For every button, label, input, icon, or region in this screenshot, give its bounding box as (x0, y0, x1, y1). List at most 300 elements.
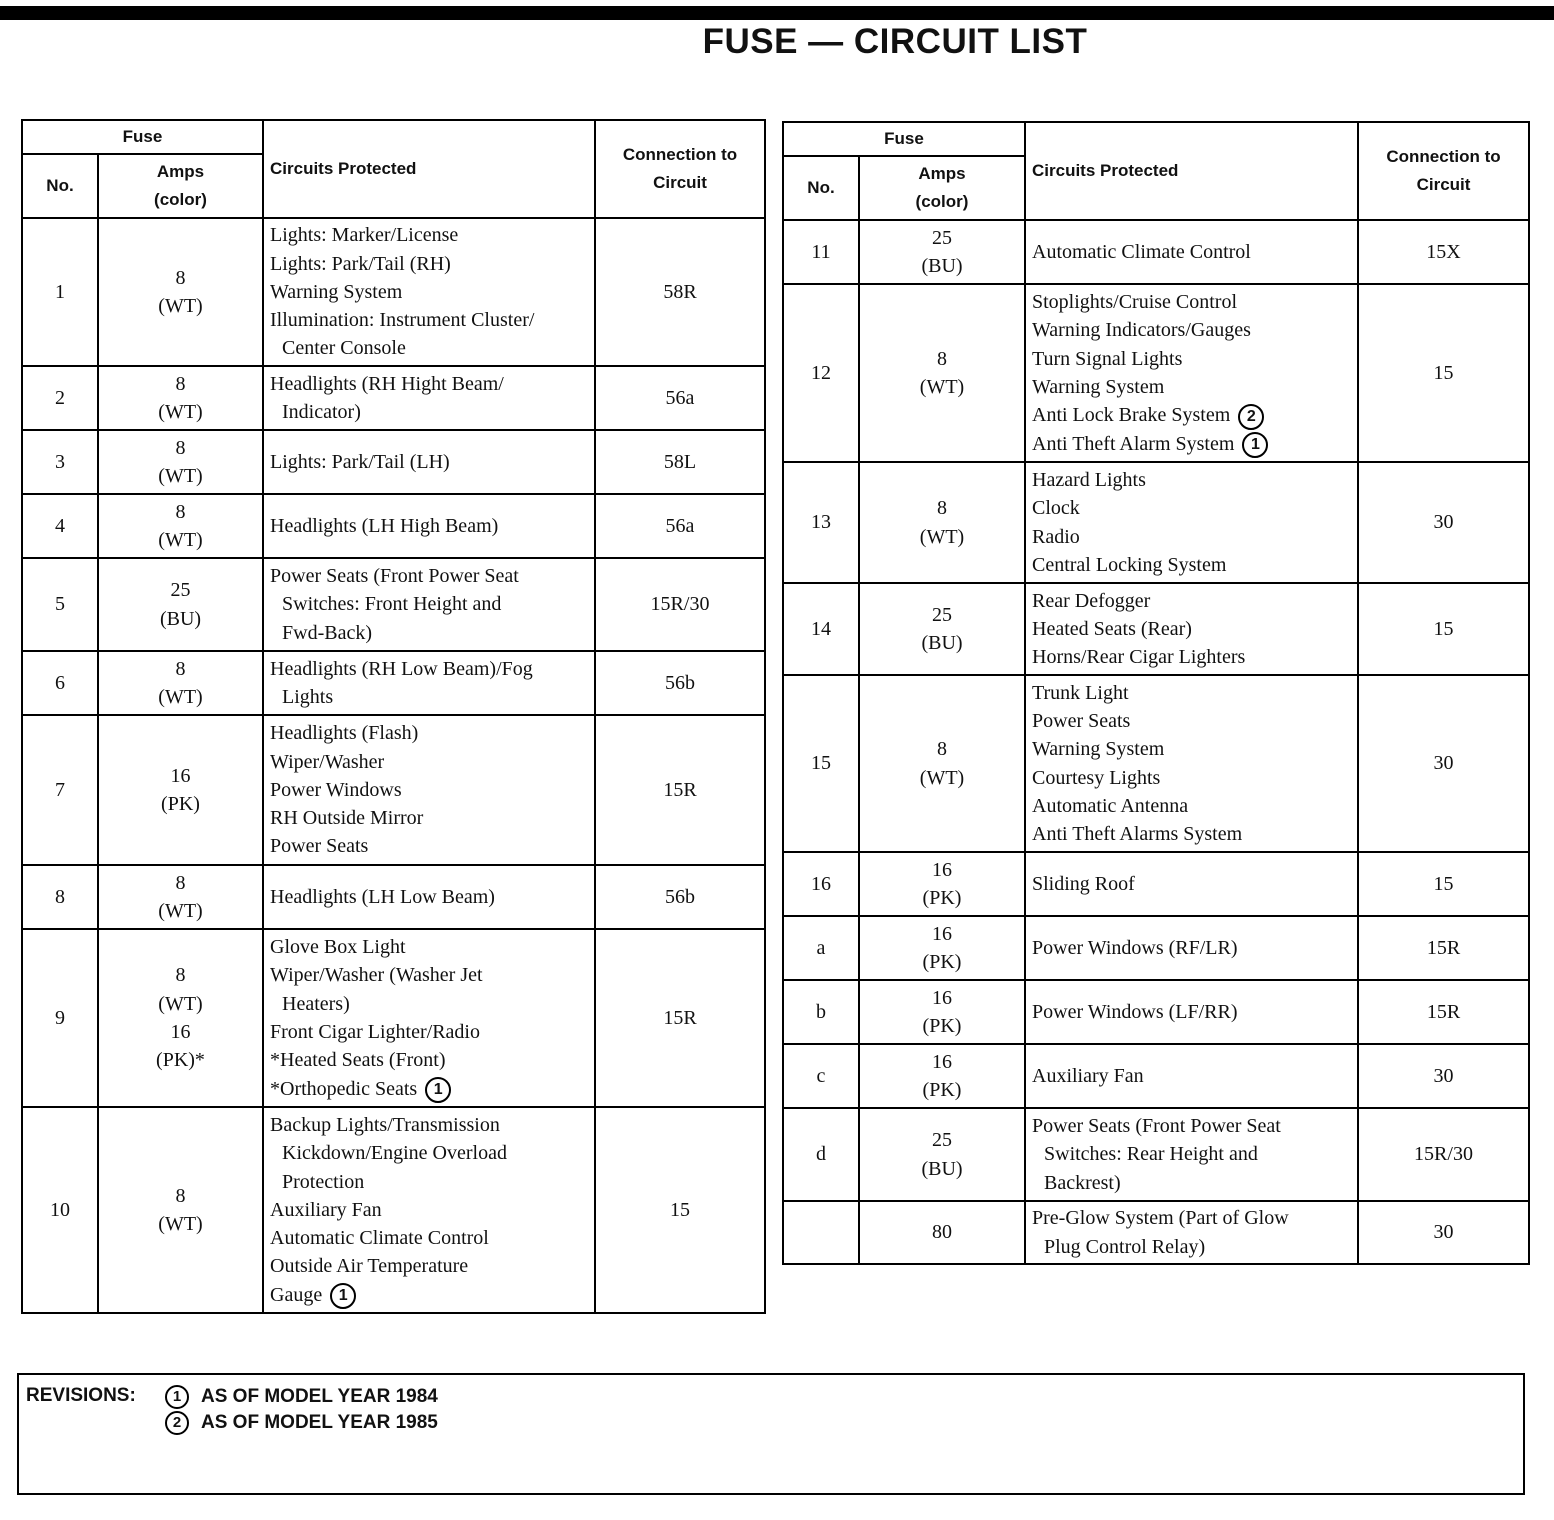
connection-to-circuit: 15 (1358, 852, 1529, 916)
circuits-protected (1025, 916, 1358, 980)
circuit-text: *Heated Seats (Front) (270, 1049, 446, 1072)
top-rule (0, 6, 1554, 20)
circuit-line (270, 619, 594, 647)
connection-to-circuit: 15R (1358, 916, 1529, 980)
circuit-text: Lights: Park/Tail (LH) (270, 450, 450, 473)
fuse-row (22, 430, 765, 494)
circuit-text: Power Seats (270, 835, 369, 858)
circuit-text: Clock (1032, 497, 1080, 520)
circuit-text: Stoplights/Cruise Control (1032, 291, 1238, 313)
circuit-text: Pre-Glow System (Part of Glow (1032, 1207, 1289, 1230)
circuit-line (1032, 1112, 1357, 1140)
revisions-box (17, 1373, 1525, 1495)
fuse-number: a (783, 916, 859, 980)
connection-to-circuit: 58L (595, 430, 765, 494)
circuit-line (1032, 523, 1357, 551)
connection-to-circuit: 56a (595, 494, 765, 558)
amps-line: (WT) (158, 401, 203, 423)
amps-line: (WT) (919, 525, 965, 548)
amps-line: 16 (932, 1050, 952, 1073)
circuit-line (270, 748, 594, 776)
revision-mark-icon: 1 (1242, 432, 1268, 458)
revision-mark-icon: 1 (330, 1283, 356, 1309)
fuse-number: 11 (783, 220, 859, 284)
circuits-protected (1025, 1201, 1358, 1264)
fuse-amps (98, 430, 263, 494)
circuit-line (1032, 466, 1357, 494)
fuse-row (783, 1108, 1529, 1201)
circuit-text: Gauge (270, 1283, 323, 1306)
amps-line: 16 (932, 922, 952, 945)
fuse-row (783, 980, 1529, 1044)
circuit-text: Power Windows (RF/LR) (1032, 936, 1238, 959)
connection-to-circuit: 15 (1358, 583, 1529, 675)
circuit-text: Automatic Antenna (1032, 794, 1189, 817)
fuse-amps (859, 462, 1025, 583)
amps-line: 8 (175, 964, 186, 987)
circuit-line (270, 562, 594, 590)
circuit-text: Central Locking System (1032, 553, 1227, 576)
circuit-line (1032, 615, 1357, 643)
circuits-protected (263, 715, 595, 865)
amps-line: (WT) (158, 900, 203, 922)
circuit-line (1032, 870, 1357, 898)
revision-item (165, 1385, 438, 1409)
fuse-row (783, 284, 1529, 462)
fuse-amps (859, 220, 1025, 284)
amps-line: (BU) (921, 1157, 963, 1180)
circuit-line (270, 655, 594, 683)
fuse-row (783, 1201, 1529, 1264)
circuit-text: Lights: Park/Tail (RH) (270, 252, 451, 275)
circuit-text: Warning System (1032, 738, 1165, 761)
amps-line: 8 (937, 738, 947, 761)
circuit-text: Headlights (RH Low Beam)/Fog (270, 657, 533, 680)
circuit-text: Headlights (Flash) (270, 722, 419, 745)
circuit-line (1032, 764, 1357, 792)
amps-line: (BU) (921, 632, 963, 654)
circuit-text: Illumination: Instrument Cluster/ (270, 309, 535, 332)
circuit-line (1032, 679, 1357, 707)
fuse-amps (98, 218, 263, 366)
circuits-protected (263, 430, 595, 494)
circuit-line (270, 1018, 594, 1046)
fuse-amps (859, 583, 1025, 675)
fuse-number: 1 (22, 218, 98, 366)
circuit-line (1032, 316, 1357, 344)
amps-line: (WT) (158, 295, 203, 317)
amps-line: 80 (932, 1221, 952, 1244)
circuit-line (1032, 792, 1357, 820)
fuse-row (783, 583, 1529, 675)
fuse-row (22, 366, 765, 430)
connection-to-circuit: 15R/30 (595, 558, 765, 651)
circuit-text: Center Console (282, 337, 406, 360)
circuit-line (1032, 238, 1357, 266)
amps-line: 25 (932, 603, 952, 626)
connection-to-circuit: 30 (1358, 1201, 1529, 1264)
circuit-text: Outside Air Temperature (270, 1255, 469, 1278)
fuse-number: 15 (783, 675, 859, 852)
circuit-line (1032, 707, 1357, 735)
connection-to-circuit: 30 (1358, 462, 1529, 583)
circuit-line (1032, 288, 1357, 316)
circuit-line (270, 683, 594, 711)
amps-line: 8 (937, 497, 947, 520)
circuit-line (270, 278, 594, 306)
circuit-text: Courtesy Lights (1032, 766, 1161, 789)
circuits-protected (263, 1107, 595, 1313)
fuse-amps (859, 675, 1025, 852)
circuit-text: Glove Box Light (270, 936, 406, 959)
header-fuse: Fuse (783, 122, 1025, 156)
circuits-protected (263, 558, 595, 651)
circuit-line (270, 334, 594, 362)
circuits-protected (1025, 675, 1358, 852)
circuit-line (270, 512, 594, 540)
fuse-number: b (783, 980, 859, 1044)
fuse-number: 13 (783, 462, 859, 583)
circuit-line (270, 719, 594, 747)
amps-line: (WT) (919, 766, 965, 789)
circuit-line (270, 1139, 594, 1167)
fuse-amps (859, 852, 1025, 916)
circuit-text: Heaters) (282, 992, 350, 1015)
connection-to-circuit: 15 (595, 1107, 765, 1313)
circuits-protected (1025, 284, 1358, 462)
fuse-row (783, 852, 1529, 916)
circuits-protected (263, 218, 595, 366)
circuit-text: Protection (282, 1170, 365, 1193)
amps-line: 8 (175, 372, 186, 395)
circuit-text: Indicator) (282, 401, 361, 423)
circuit-text: Auxiliary Fan (1032, 1064, 1144, 1087)
amps-line: (PK) (161, 793, 200, 815)
fuse-number: 14 (783, 583, 859, 675)
fuse-number: 16 (783, 852, 859, 916)
circuit-line (1032, 430, 1357, 458)
circuit-text: Wiper/Washer (Washer Jet (270, 964, 483, 987)
circuit-line (270, 883, 594, 911)
circuit-line (270, 306, 594, 334)
amps-line: 25 (932, 226, 952, 249)
circuit-line (270, 1111, 594, 1139)
fuse-amps (859, 284, 1025, 462)
connection-to-circuit: 56a (595, 366, 765, 430)
circuit-text: Headlights (LH Low Beam) (270, 885, 495, 908)
circuit-line (270, 933, 594, 961)
connection-to-circuit: 15 (1358, 284, 1529, 462)
circuit-line (1032, 1140, 1357, 1168)
circuit-text: Rear Defogger (1032, 589, 1151, 612)
circuit-line (270, 1224, 594, 1252)
circuit-line (270, 221, 594, 249)
connection-to-circuit: 56b (595, 865, 765, 929)
circuit-line (1032, 1169, 1357, 1197)
circuit-text: Backrest) (1044, 1171, 1121, 1194)
circuit-text: Hazard Lights (1032, 468, 1146, 491)
circuit-line (270, 990, 594, 1018)
amps-line: 16 (170, 1021, 191, 1043)
fuse-number (783, 1201, 859, 1264)
circuit-line (1032, 1204, 1357, 1232)
revision-text: AS OF MODEL YEAR 1985 (201, 1412, 438, 1434)
fuse-row (783, 220, 1529, 284)
circuit-text: Power Seats (Front Power Seat (270, 565, 519, 588)
fuse-row (783, 1044, 1529, 1108)
fuse-rows-right (783, 220, 1529, 1264)
header-connection: Connection to Circuit (595, 120, 765, 218)
fuse-number: 8 (22, 865, 98, 929)
amps-line: (PK) (922, 1079, 962, 1101)
amps-line: (BU) (159, 607, 202, 630)
fuse-amps (859, 916, 1025, 980)
connection-to-circuit: 15X (1358, 220, 1529, 284)
fuse-number: c (783, 1044, 859, 1108)
circuit-text: Front Cigar Lighter/Radio (270, 1020, 480, 1043)
circuit-line (1032, 998, 1357, 1026)
fuse-amps (859, 980, 1025, 1044)
amps-line: (WT) (158, 992, 203, 1015)
circuits-protected (263, 929, 595, 1107)
circuit-line (270, 1281, 594, 1309)
circuit-line (1032, 735, 1357, 763)
header-circuits-protected: Circuits Protected (263, 120, 595, 218)
amps-line: (PK) (922, 1015, 962, 1037)
circuit-line (270, 776, 594, 804)
circuits-protected (263, 494, 595, 558)
fuse-amps (98, 929, 263, 1107)
fuse-row (22, 558, 765, 651)
amps-line: 8 (175, 657, 186, 680)
amps-line: (PK) (922, 887, 962, 909)
fuse-amps (98, 1107, 263, 1313)
fuse-row (22, 1107, 765, 1313)
fuse-amps (98, 715, 263, 865)
circuit-line (1032, 820, 1357, 848)
fuse-amps (98, 494, 263, 558)
header-no: No. (783, 156, 859, 220)
amps-line: (PK) (922, 951, 962, 973)
circuit-line (270, 1168, 594, 1196)
fuse-row (22, 929, 765, 1107)
circuit-line (1032, 1062, 1357, 1090)
circuit-text: Trunk Light (1032, 681, 1129, 704)
circuit-line (270, 448, 594, 476)
connection-to-circuit: 15R (595, 715, 765, 865)
circuits-protected (1025, 1044, 1358, 1108)
circuit-text: Anti Lock Brake System (1032, 404, 1231, 427)
circuit-line (270, 1046, 594, 1074)
circuit-text: RH Outside Mirror (270, 807, 424, 830)
header-circuits-protected: Circuits Protected (1025, 122, 1358, 220)
circuit-line (270, 370, 594, 398)
fuse-row (22, 494, 765, 558)
fuse-number: 12 (783, 284, 859, 462)
circuit-line (1032, 1233, 1357, 1261)
amps-line: 8 (175, 500, 186, 523)
revision-mark-icon: 1 (425, 1077, 451, 1103)
fuse-amps (859, 1044, 1025, 1108)
circuits-protected (1025, 852, 1358, 916)
circuit-text: Switches: Rear Height and (1044, 1143, 1258, 1166)
fuse-number: 2 (22, 366, 98, 430)
fuse-table-right (782, 121, 1530, 1265)
page-title: FUSE — CIRCUIT LIST (702, 22, 1088, 61)
circuit-text: Heated Seats (Rear) (1032, 617, 1192, 640)
circuit-text: Power Windows (LF/RR) (1032, 1000, 1238, 1023)
circuit-text: Switches: Front Height and (282, 593, 502, 616)
header-fuse: Fuse (22, 120, 263, 154)
fuse-number: 6 (22, 651, 98, 715)
circuit-text: Power Windows (270, 778, 402, 801)
fuse-number: 9 (22, 929, 98, 1107)
fuse-number: 5 (22, 558, 98, 651)
amps-line: 8 (175, 1184, 186, 1207)
circuit-text: *Orthopedic Seats (270, 1077, 418, 1100)
circuit-text: Warning System (1032, 375, 1165, 398)
fuse-number: d (783, 1108, 859, 1201)
fuse-row (783, 916, 1529, 980)
circuit-text: Headlights (LH High Beam) (270, 514, 499, 537)
fuse-amps (98, 651, 263, 715)
circuit-line (270, 804, 594, 832)
header-amps: Amps (color) (859, 156, 1025, 220)
circuit-line (1032, 373, 1357, 401)
amps-line: 8 (175, 436, 186, 459)
amps-line: (WT) (919, 376, 965, 398)
amps-line: (WT) (158, 1213, 203, 1235)
fuse-number: 4 (22, 494, 98, 558)
amps-line: (WT) (158, 686, 203, 708)
circuit-line (270, 250, 594, 278)
circuit-line (270, 961, 594, 989)
circuit-line (270, 1196, 594, 1224)
connection-to-circuit: 30 (1358, 1044, 1529, 1108)
circuit-text: Automatic Climate Control (1032, 240, 1251, 263)
revision-mark-icon: 1 (165, 1385, 189, 1409)
circuit-text: Kickdown/Engine Overload (282, 1142, 507, 1165)
circuit-line (270, 1075, 594, 1103)
amps-line: 8 (175, 266, 186, 289)
header-no: No. (22, 154, 98, 218)
connection-to-circuit: 56b (595, 651, 765, 715)
circuit-line (1032, 494, 1357, 522)
circuit-text: Anti Theft Alarm System (1032, 432, 1235, 455)
circuit-text: Plug Control Relay) (1044, 1235, 1206, 1258)
revisions-label: REVISIONS: (26, 1385, 136, 1406)
header-connection: Connection to Circuit (1358, 122, 1529, 220)
circuit-text: Warning Indicators/Gauges (1032, 319, 1251, 342)
connection-to-circuit: 15R/30 (1358, 1108, 1529, 1201)
circuit-text: Automatic Climate Control (270, 1227, 489, 1250)
circuits-protected (1025, 980, 1358, 1044)
circuit-line (270, 398, 594, 426)
fuse-row (22, 865, 765, 929)
circuits-protected (263, 865, 595, 929)
circuit-line (270, 1252, 594, 1280)
revision-mark-icon: 2 (1238, 404, 1264, 430)
amps-line: (BU) (921, 255, 963, 277)
fuse-number: 3 (22, 430, 98, 494)
circuit-text: Anti Theft Alarms System (1032, 823, 1243, 846)
circuit-line (1032, 643, 1357, 671)
fuse-amps (859, 1108, 1025, 1201)
circuits-protected (263, 651, 595, 715)
circuit-text: Radio (1032, 525, 1080, 548)
amps-line: 16 (932, 986, 952, 1009)
amps-line: 25 (170, 579, 191, 602)
circuit-text: Backup Lights/Transmission (270, 1113, 500, 1136)
circuit-text: Power Seats (1032, 709, 1131, 732)
fuse-row (22, 218, 765, 366)
fuse-amps (859, 1201, 1025, 1264)
fuse-amps (98, 366, 263, 430)
circuit-text: Sliding Roof (1032, 872, 1135, 895)
circuit-text: Fwd-Back) (282, 621, 372, 644)
circuits-protected (1025, 462, 1358, 583)
fuse-number: 10 (22, 1107, 98, 1313)
amps-line: 8 (175, 871, 186, 894)
circuit-line (1032, 401, 1357, 429)
circuit-line (1032, 587, 1357, 615)
circuit-line (270, 590, 594, 618)
amps-line: (WT) (158, 465, 203, 487)
circuit-line (270, 832, 594, 860)
fuse-row (783, 675, 1529, 852)
revision-mark-icon: 2 (165, 1411, 189, 1435)
circuits-protected (1025, 583, 1358, 675)
circuit-text: Headlights (RH Hight Beam/ (270, 372, 504, 395)
connection-to-circuit: 30 (1358, 675, 1529, 852)
circuit-text: Lights: Marker/License (270, 224, 459, 247)
fuse-rows-left (22, 218, 765, 1313)
circuit-text: Warning System (270, 280, 403, 303)
circuit-line (1032, 934, 1357, 962)
amps-line: 8 (937, 347, 947, 370)
connection-to-circuit: 15R (1358, 980, 1529, 1044)
circuit-text: Horns/Rear Cigar Lighters (1032, 646, 1246, 669)
circuit-text: Power Seats (Front Power Seat (1032, 1115, 1281, 1138)
connection-to-circuit: 58R (595, 218, 765, 366)
amps-line: 16 (170, 764, 191, 787)
fuse-number: 7 (22, 715, 98, 865)
revision-item (165, 1411, 438, 1435)
fuse-row (22, 715, 765, 865)
header-amps: Amps (color) (98, 154, 263, 218)
circuit-text: Auxiliary Fan (270, 1198, 382, 1221)
amps-line: 25 (932, 1129, 952, 1152)
circuits-protected (1025, 1108, 1358, 1201)
fuse-table-left (21, 119, 766, 1314)
circuit-line (1032, 551, 1357, 579)
circuit-line (1032, 345, 1357, 373)
fuse-amps (98, 865, 263, 929)
amps-line: 16 (932, 858, 952, 881)
amps-line: (WT) (158, 529, 203, 551)
amps-line: (PK)* (156, 1049, 205, 1072)
circuit-text: Turn Signal Lights (1032, 347, 1183, 370)
fuse-row (22, 651, 765, 715)
circuits-protected (263, 366, 595, 430)
connection-to-circuit: 15R (595, 929, 765, 1107)
fuse-amps (98, 558, 263, 651)
circuit-text: Lights (282, 686, 334, 708)
fuse-row (783, 462, 1529, 583)
circuits-protected (1025, 220, 1358, 284)
revision-text: AS OF MODEL YEAR 1984 (201, 1386, 438, 1408)
circuit-text: Wiper/Washer (270, 750, 385, 773)
